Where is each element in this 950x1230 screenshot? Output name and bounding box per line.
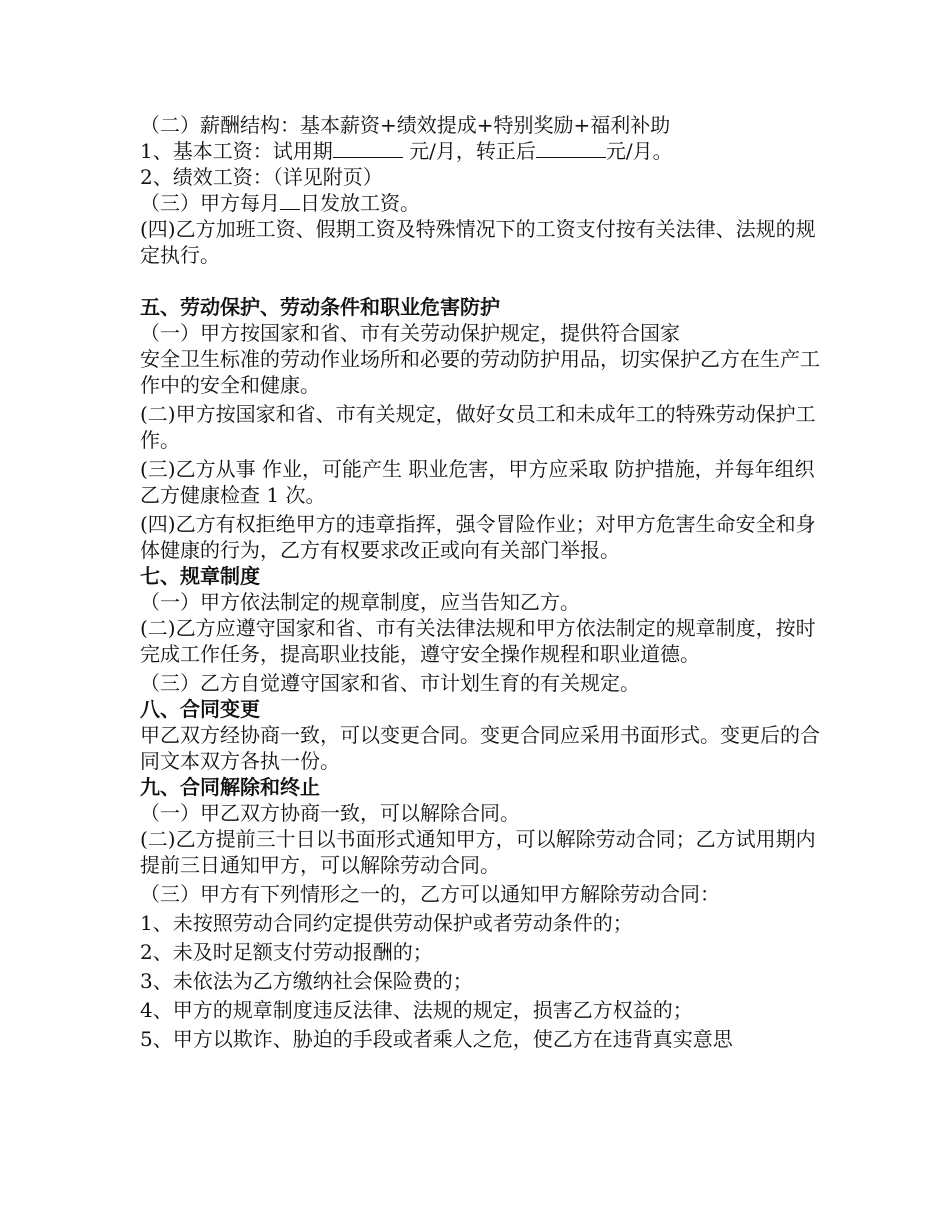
salary-base-prefix: 1、基本工资：试用期 bbox=[140, 139, 333, 163]
salary-overtime: (四)乙方加班工资、假期工资及特殊情况下的工资支付按有关法律、法规的规定执行。 bbox=[140, 217, 816, 267]
list-item: 2、未及时足额支付劳动报酬的； bbox=[140, 940, 433, 964]
section9-item3: （三）甲方有下列情形之一的，乙方可以通知甲方解除劳动合同： bbox=[140, 882, 720, 906]
section7-title: 七、规章制度 bbox=[140, 564, 260, 588]
section5-item4: (四)乙方有权拒绝甲方的违章指挥，强令冒险作业；对甲方危害生命安全和身体健康的行为，乙方有权要求改正或向有关部门举报。 bbox=[140, 512, 816, 562]
salary-performance: 2、绩效工资：（详见附页） bbox=[140, 165, 383, 189]
salary-base-line bbox=[140, 138, 820, 164]
section9-title: 九、合同解除和终止 bbox=[140, 775, 320, 799]
section9-item1: （一）甲乙双方协商一致，可以解除合同。 bbox=[140, 801, 520, 825]
list-item: 5、甲方以欺诈、胁迫的手段或者乘人之危，使乙方在违背真实意思 bbox=[140, 1027, 733, 1051]
salary-base-mid: 元/月，转正后 bbox=[402, 139, 536, 163]
section5-item2: (二)甲方按国家和省、市有关规定，做好女员工和未成年工的特殊劳动保护工作。 bbox=[140, 402, 816, 452]
list-item: 1、未按照劳动合同约定提供劳动保护或者劳动条件的； bbox=[140, 911, 633, 935]
section8-title: 八、合同变更 bbox=[140, 697, 260, 721]
section5-item1-line2: 安全卫生标准的劳动作业场所和必要的劳动防护用品，切实保护乙方在生产工作中的安全和健康。 bbox=[140, 347, 820, 397]
salary-payday-prefix: （三）甲方每月 bbox=[140, 191, 280, 215]
section5-item1-line1: （一）甲方按国家和省、市有关劳动保护规定，提供符合国家 bbox=[140, 321, 680, 345]
list-item: 4、甲方的规章制度违反法律、法规的规定，损害乙方权益的； bbox=[140, 998, 693, 1022]
section5-item3: (三)乙方从事 作业，可能产生 职业危害，甲方应采取 防护措施，并每年组织乙方健康检查 1 次。 bbox=[140, 457, 815, 507]
probation-salary-blank bbox=[333, 139, 403, 158]
salary-payday-suffix: 日发放工资。 bbox=[300, 191, 420, 215]
document-body bbox=[140, 112, 820, 1052]
section7-item1: （一）甲方依法制定的规章制度，应当告知乙方。 bbox=[140, 590, 580, 614]
section7-item3: （三）乙方自觉遵守国家和省、市计划生育的有关规定。 bbox=[140, 671, 640, 695]
salary-base-suffix: 元/月。 bbox=[605, 139, 673, 163]
payday-blank bbox=[280, 191, 300, 210]
section7-item2: (二)乙方应遵守国家和省、市有关法律法规和甲方依法制定的规章制度，按时完成工作任务，提高职业技能，遵守安全操作规程和职业道德。 bbox=[140, 616, 816, 666]
list-item: 3、未依法为乙方缴纳社会保险费的； bbox=[140, 969, 473, 993]
section8-body: 甲乙双方经协商一致，可以变更合同。变更合同应采用书面形式。变更后的合同文本双方各执一份。 bbox=[140, 723, 820, 773]
section9-item2: (二)乙方提前三十日以书面形式通知甲方，可以解除劳动合同；乙方试用期内提前三日通知甲方，可以解除劳动合同。 bbox=[140, 827, 816, 877]
salary-payday-line bbox=[140, 190, 820, 216]
section5-title: 五、劳动保护、劳动条件和职业危害防护 bbox=[140, 295, 500, 319]
regular-salary-blank bbox=[536, 139, 606, 158]
salary-structure: （二）薪酬结构：基本薪资+绩效提成+特别奖励+福利补助 bbox=[140, 113, 671, 137]
